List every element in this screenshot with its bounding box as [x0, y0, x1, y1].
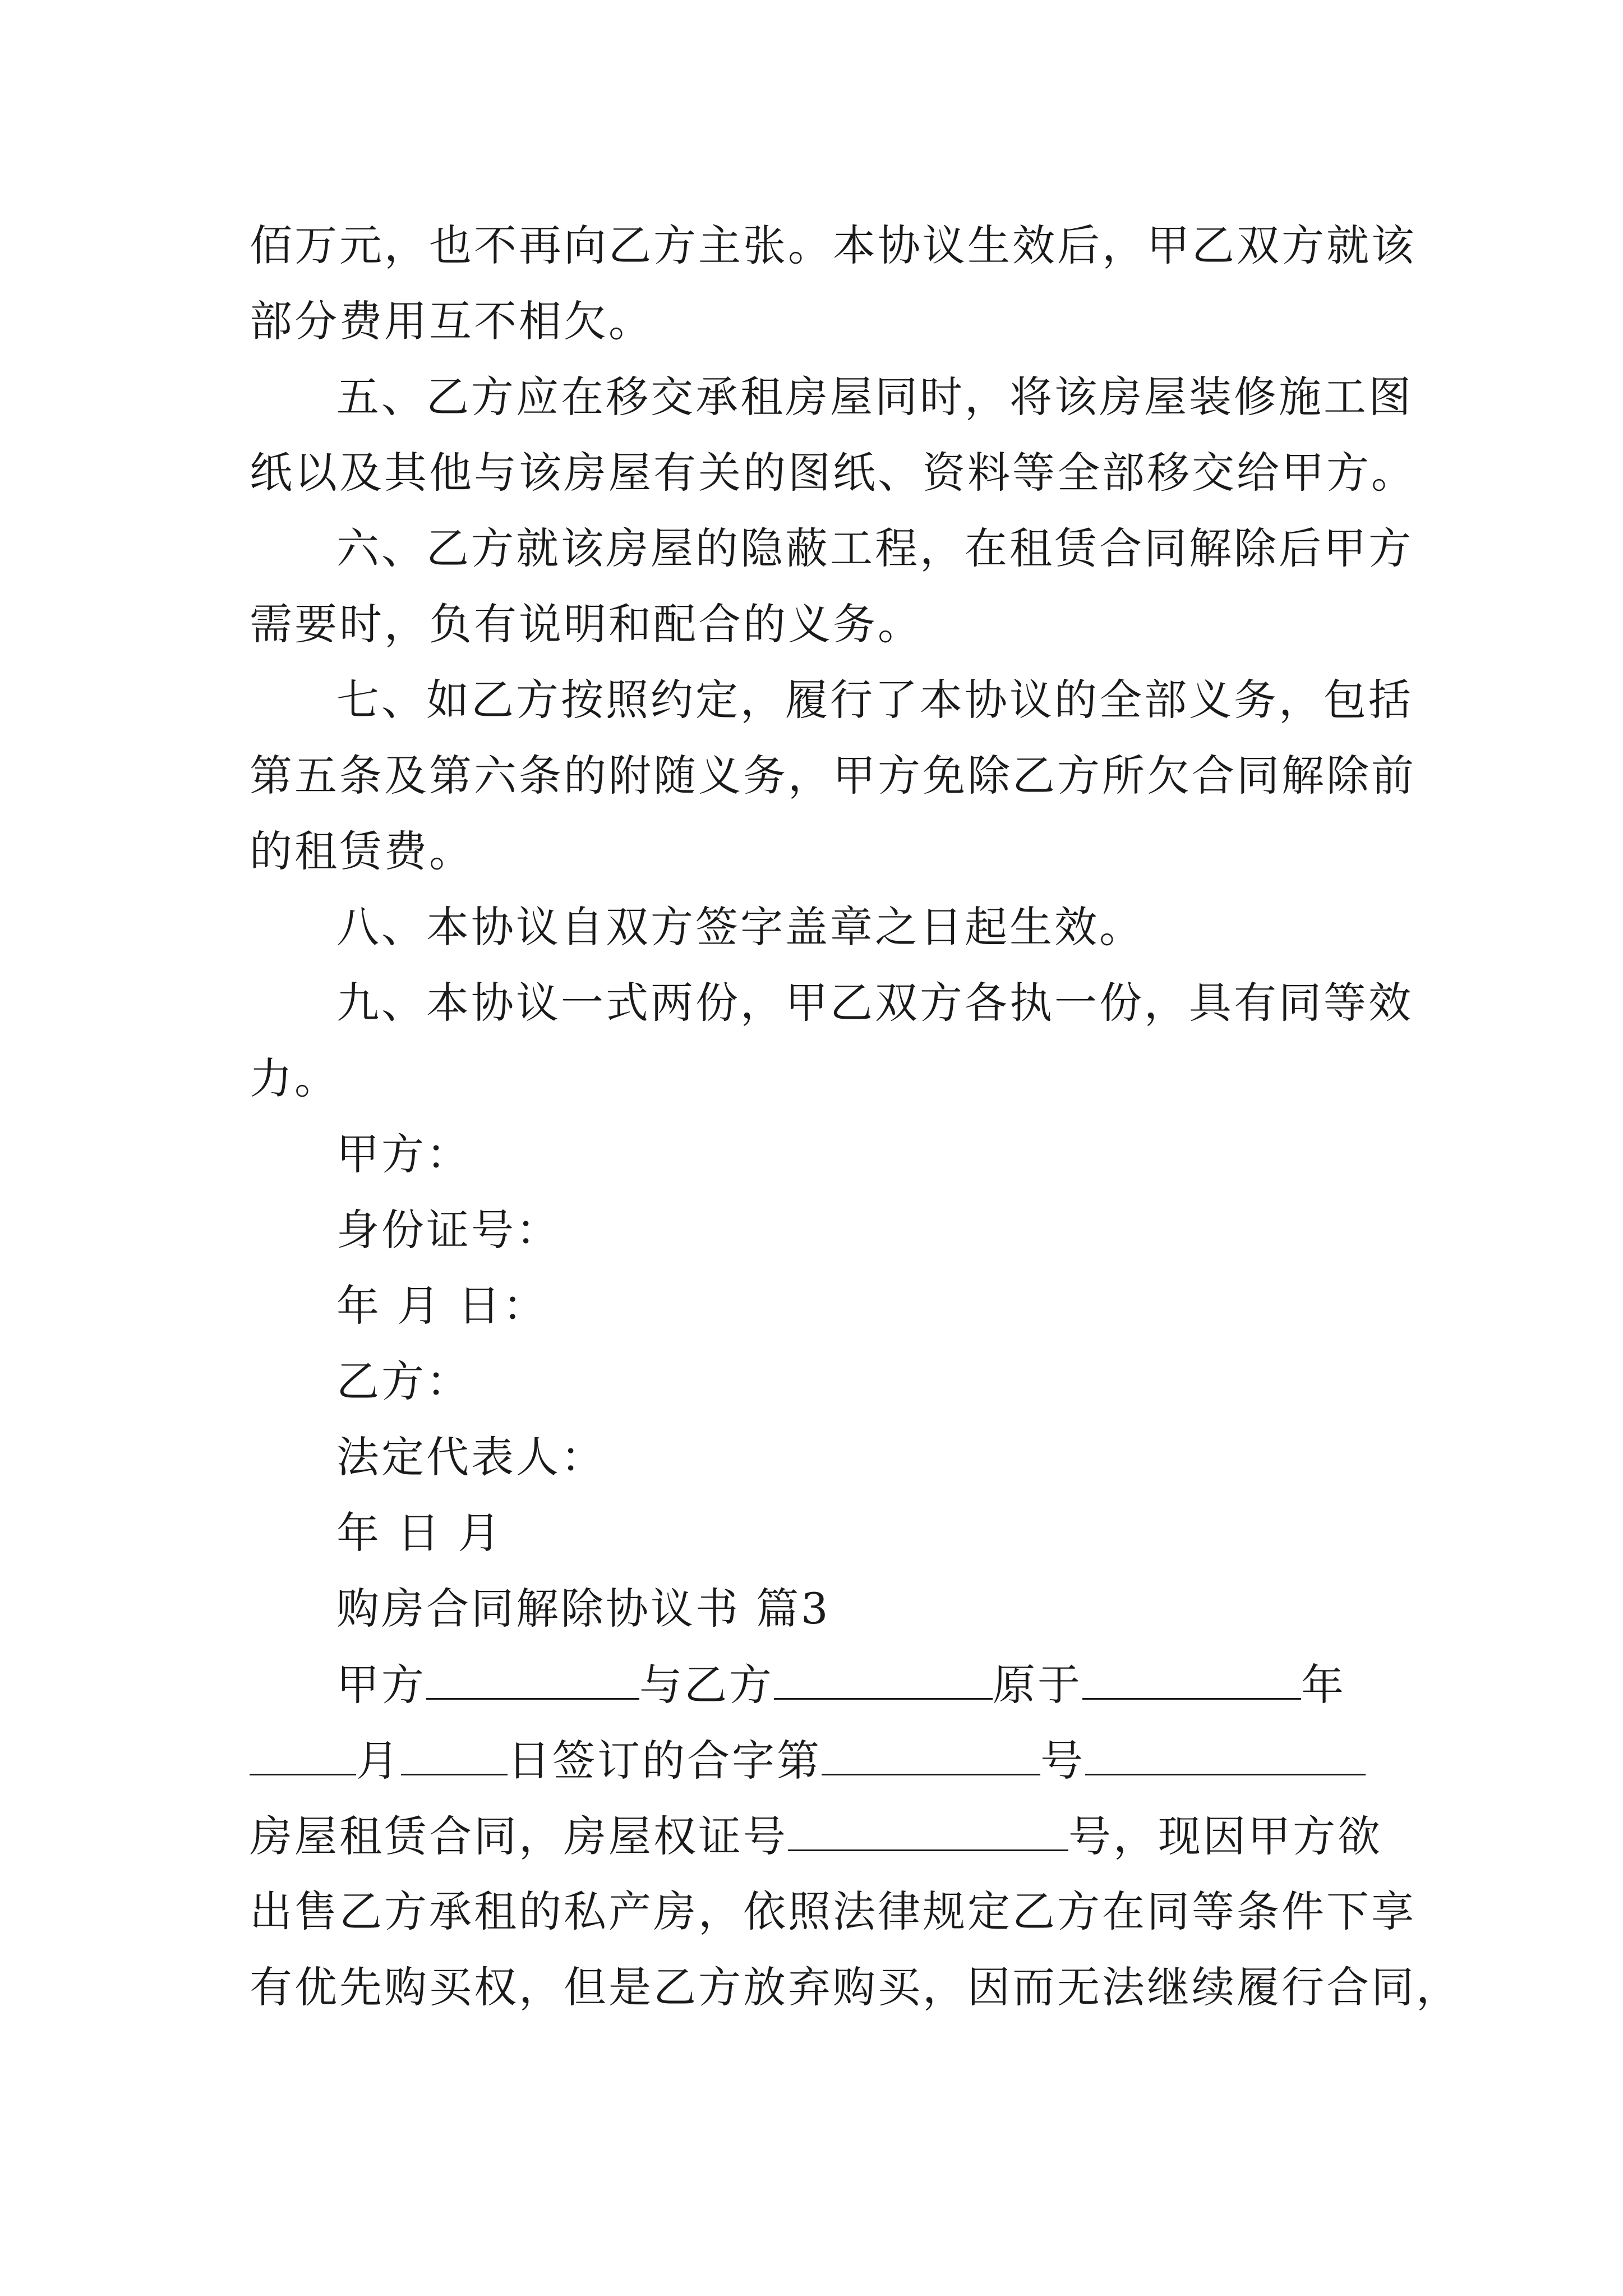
fill-blank[interactable] — [822, 1739, 1040, 1775]
form-text: 号，现因甲方欲 — [1068, 1811, 1382, 1861]
clause-5-line: 五、乙方应在移交承租房屋同时，将该房屋装修施工图 — [336, 372, 1413, 422]
legal-representative-label: 法定代表人： — [336, 1432, 606, 1482]
body-text-line: 部分费用互不相欠。 — [250, 296, 653, 346]
form-line-1 — [336, 1660, 1346, 1710]
fill-blank[interactable] — [774, 1663, 993, 1700]
body-text-line: 第五条及第六条的附随义务，甲方免除乙方所欠合同解除前 — [250, 751, 1416, 800]
body-text-line: 出售乙方承租的私产房，依照法律规定乙方在同等条件下享 — [250, 1887, 1416, 1936]
id-number-label: 身份证号： — [336, 1205, 561, 1255]
form-text: 原于 — [993, 1660, 1082, 1710]
form-line-2 — [250, 1736, 1366, 1786]
clause-9-line: 九、本协议一式两份，甲乙双方各执一份，具有同等效 — [336, 978, 1413, 1028]
body-text-line: 有优先购买权，但是乙方放弃购买，因而无法继续履行合同， — [250, 1962, 1461, 2012]
fill-blank[interactable] — [1085, 1739, 1366, 1775]
fill-blank[interactable] — [250, 1739, 356, 1775]
party-b-label: 乙方： — [336, 1356, 471, 1406]
body-text-line: 纸以及其他与该房屋有关的图纸、资料等全部移交给甲方。 — [250, 448, 1416, 498]
date-label: 年 月 日： — [336, 1281, 548, 1331]
body-text-line: 的租赁费。 — [250, 826, 474, 876]
form-text: 甲方 — [336, 1660, 426, 1710]
party-a-label: 甲方： — [336, 1129, 471, 1179]
form-text: 年 — [1301, 1660, 1346, 1710]
form-line-3 — [250, 1811, 1382, 1861]
form-text: 号 — [1040, 1736, 1085, 1786]
body-text-line: 力。 — [250, 1053, 339, 1103]
fill-blank[interactable] — [401, 1739, 508, 1775]
date-label: 年 日 月 — [336, 1508, 503, 1558]
clause-8-line: 八、本协议自双方签字盖章之日起生效。 — [336, 902, 1144, 952]
fill-blank[interactable] — [1082, 1663, 1301, 1700]
body-text-line: 需要时，负有说明和配合的义务。 — [250, 599, 923, 649]
fill-blank[interactable] — [426, 1663, 639, 1700]
clause-7-line: 七、如乙方按照约定，履行了本协议的全部义务，包括 — [336, 675, 1413, 725]
form-text: 房屋租赁合同，房屋权证号 — [250, 1811, 788, 1861]
section-heading: 购房合同解除协议书 篇3 — [336, 1584, 831, 1634]
fill-blank[interactable] — [788, 1815, 1068, 1851]
form-text: 月 — [356, 1736, 401, 1786]
form-text: 日签订的合字第 — [508, 1736, 822, 1786]
body-text-line: 佰万元，也不再向乙方主张。本协议生效后，甲乙双方就该 — [250, 220, 1416, 270]
clause-6-line: 六、乙方就该房屋的隐蔽工程，在租赁合同解除后甲方 — [336, 523, 1413, 573]
form-text: 与乙方 — [639, 1660, 774, 1710]
